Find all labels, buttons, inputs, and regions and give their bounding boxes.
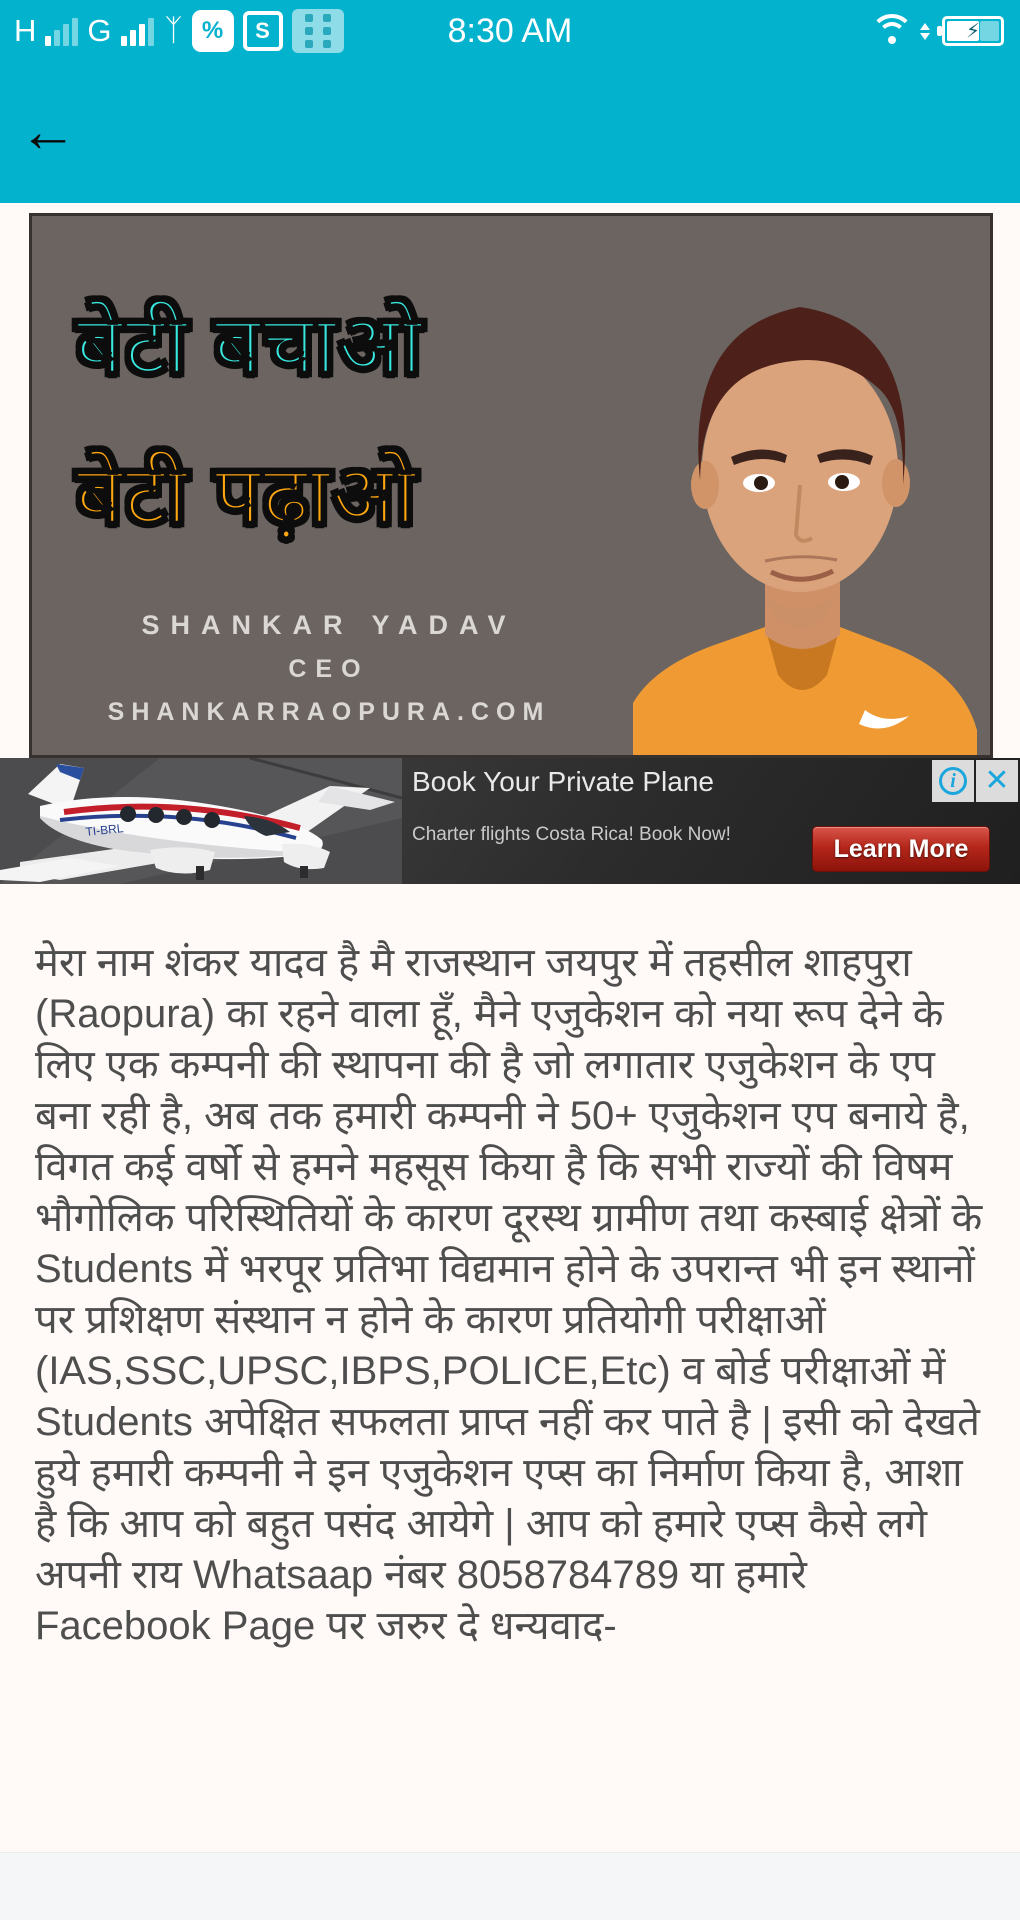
app-bar (0, 0, 1020, 203)
back-arrow-icon: ← (19, 99, 77, 164)
ad-close-button[interactable] (976, 760, 1018, 802)
close-icon: ✕ (984, 764, 1010, 797)
ad-subtitle: Charter flights Costa Rica! Book Now! (412, 824, 731, 845)
s-app-icon: S (243, 11, 283, 51)
status-left-cluster (14, 0, 344, 62)
info-icon: i (939, 767, 967, 795)
signal-strength-icon-2 (121, 16, 154, 46)
ceo-role: CEO (288, 655, 370, 683)
promo-banner-image (29, 213, 993, 758)
learn-more-button[interactable]: Learn More (812, 826, 990, 872)
film-strip-icon (292, 9, 344, 53)
slogan-line1: बेटी बचाओ (76, 300, 425, 391)
status-time: 8:30 AM (447, 11, 573, 50)
battery-icon: ⚡ (942, 16, 1004, 46)
signal-strength-icon-1 (45, 16, 78, 46)
status-bar (0, 0, 1020, 62)
status-right-cluster (870, 0, 1004, 62)
usb-icon: ᛉ (164, 14, 183, 47)
bottom-strip (0, 1852, 1020, 1920)
ad-title: Book Your Private Plane (412, 766, 714, 797)
network-type-h-label: H (14, 13, 37, 48)
svg-text:TI-BRL: TI-BRL (84, 821, 125, 839)
ad-banner[interactable] (0, 758, 1020, 884)
ceo-portrait-photo (615, 235, 990, 755)
back-button[interactable] (12, 96, 84, 168)
website-label: SHANKARRAOPURA.COM (107, 698, 551, 726)
data-transfer-arrows-icon (920, 23, 930, 40)
wifi-icon (870, 14, 914, 48)
ceo-name: SHANKAR YADAV (141, 610, 517, 640)
slogan-line2: बेटी पढ़ाओ (76, 450, 419, 541)
network-type-g-label: G (87, 13, 112, 48)
ad-info-button[interactable] (932, 760, 974, 802)
airplane-photo (0, 758, 402, 884)
percent-app-icon: % (192, 10, 234, 52)
about-text: मेरा नाम शंकर यादव है मै राजस्थान जयपुर में तहसील शाहपुरा (Raopura) का रहने वाला हूँ, मैने एजुकेशन को नया रूप देने के लिए एक कम्पनी की स्थापना की है जो लगातार एजुकेशन के एप बना रही है, अब तक हमारी कम्पनी ने 50+ एजुकेशन एप बनाये है, विगत कई वर्षो से हमने महसूस किया है कि सभी राज्यों की विषम भौगोलिक परिस्थितियों के कारण दूरस्थ ग्रामीण तथा कस्बाई क्षेत्रों के Students में भरपूर प्रतिभा विद्यमान होने के उपरान्त भी इन स्थानों पर प्रशिक्षण संस्थान न होने के कारण प्रतियोगी परीक्षाओं (IAS,SSC,UPSC,IBPS,POLICE,Etc) व बोर्ड परीक्षाओं में Students अपेक्षित सफलता प्राप्त नहीं कर पाते है | इसी को देखते हुये हमारी कम्पनी ने इन एजुकेशन एप्स का निर्माण किया है, आशा है कि आप को बहुत पसंद आयेगे | आप को हमारे एप्स कैसे लगे अपनी राय Whatsaap नंबर 8058784789 या हमारे Facebook Page पर जरुर दे धन्यवाद- (35, 941, 983, 1648)
banner-credits (32, 610, 626, 727)
